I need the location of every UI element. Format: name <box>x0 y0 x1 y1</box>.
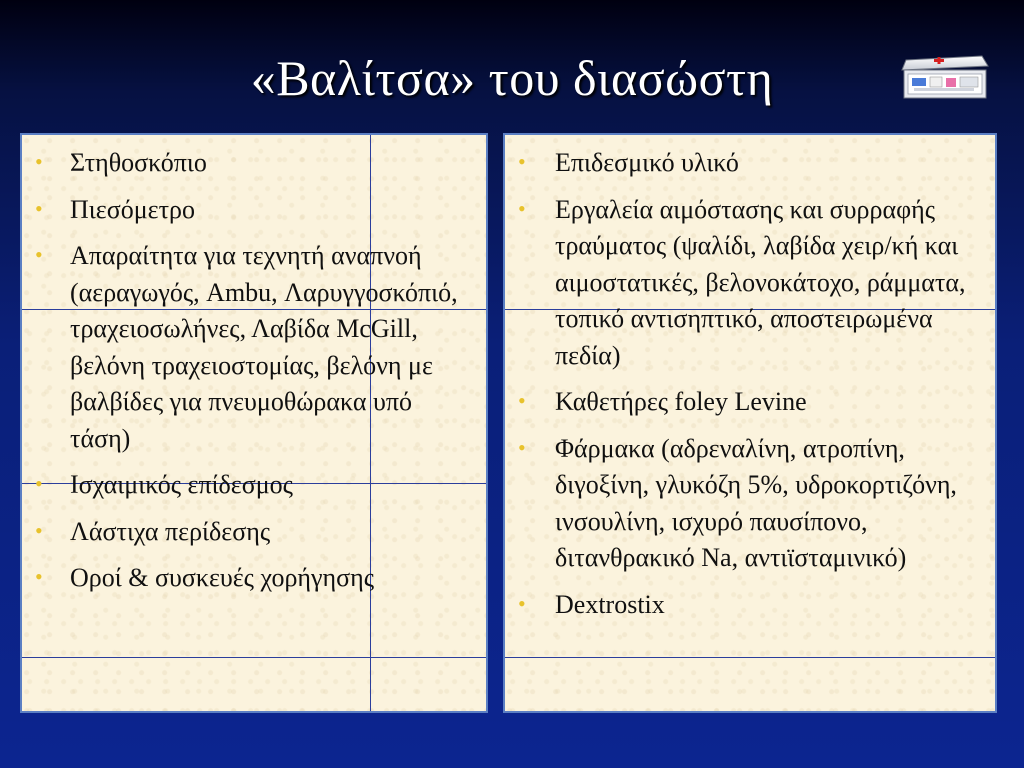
bullet-icon: • <box>35 564 43 589</box>
table-gridline <box>22 657 486 658</box>
list-item <box>22 145 486 182</box>
list-item-text: Απαραίτητα για τεχνητή αναπνοή (αεραγωγός, Ambu, Λαρυγγοσκόπιό, τραχειοσωλήνες, Λαβίδα McGill, βελόνη τραχειοστομίας, βελόνη με βαλβίδες για πνευμοθώρακα υπό τάση) <box>70 241 458 453</box>
list-item <box>505 192 995 375</box>
bullet-icon: • <box>35 195 43 221</box>
list-item-text: Πιεσόμετρο <box>70 194 195 224</box>
bullet-icon: • <box>518 590 526 616</box>
list-item <box>505 431 995 577</box>
list-item-text: Ισχαιμικός επίδεσμος <box>70 470 293 499</box>
bullet-icon: • <box>518 388 526 413</box>
list-item-text: Dextrostix <box>555 589 665 619</box>
first-aid-kit-icon <box>898 50 990 102</box>
list-item-text: Φάρμακα (αδρεναλίνη, ατροπίνη, διγοξίνη, γλυκόζη 5%, υδροκορτιζόνη, ινσουλίνη, ισχυρό παυσίπονο, διτανθρακικό Na, αντιϊσταμινικό) <box>555 433 957 572</box>
list-item-text: Επιδεσμικό υλικό <box>555 148 739 177</box>
list-item-text: Εργαλεία αιμόστασης και συρραφής τραύματος (ψαλίδι, λαβίδα χειρ/κή και αιμοστατικές, βελονοκάτοχο, ράμματα, τοπικό αντισηπτικό, αποστειρωμένα πεδία) <box>555 194 966 370</box>
list-item <box>505 587 995 624</box>
list-item-text: Οροί & συσκευές χορήγησης <box>70 563 375 592</box>
list-item <box>22 560 486 597</box>
list-item <box>22 514 486 551</box>
list-item <box>22 192 486 229</box>
bullet-icon: • <box>518 434 526 460</box>
list-item-text: Στηθοσκόπιο <box>70 148 207 177</box>
list-item <box>505 145 995 182</box>
list-item <box>505 384 995 421</box>
bullet-icon: • <box>35 517 43 543</box>
right-panel <box>503 133 997 713</box>
slide-title: «Βαλίτσα» του διασώστη <box>250 50 774 106</box>
bullet-icon: • <box>518 149 526 174</box>
list-item-text: Καθετήρες foley Levine <box>555 387 807 416</box>
bullet-icon: • <box>35 149 43 174</box>
list-item <box>22 238 486 457</box>
bullet-icon: • <box>518 195 526 221</box>
bullet-icon: • <box>35 471 43 496</box>
left-equipment-list <box>22 145 486 607</box>
table-gridline <box>505 657 995 658</box>
list-item-text: Λάστιχα περίδεσης <box>70 516 271 546</box>
right-equipment-list <box>505 145 995 633</box>
left-panel <box>20 133 488 713</box>
list-item <box>22 467 486 504</box>
bullet-icon: • <box>35 242 43 267</box>
